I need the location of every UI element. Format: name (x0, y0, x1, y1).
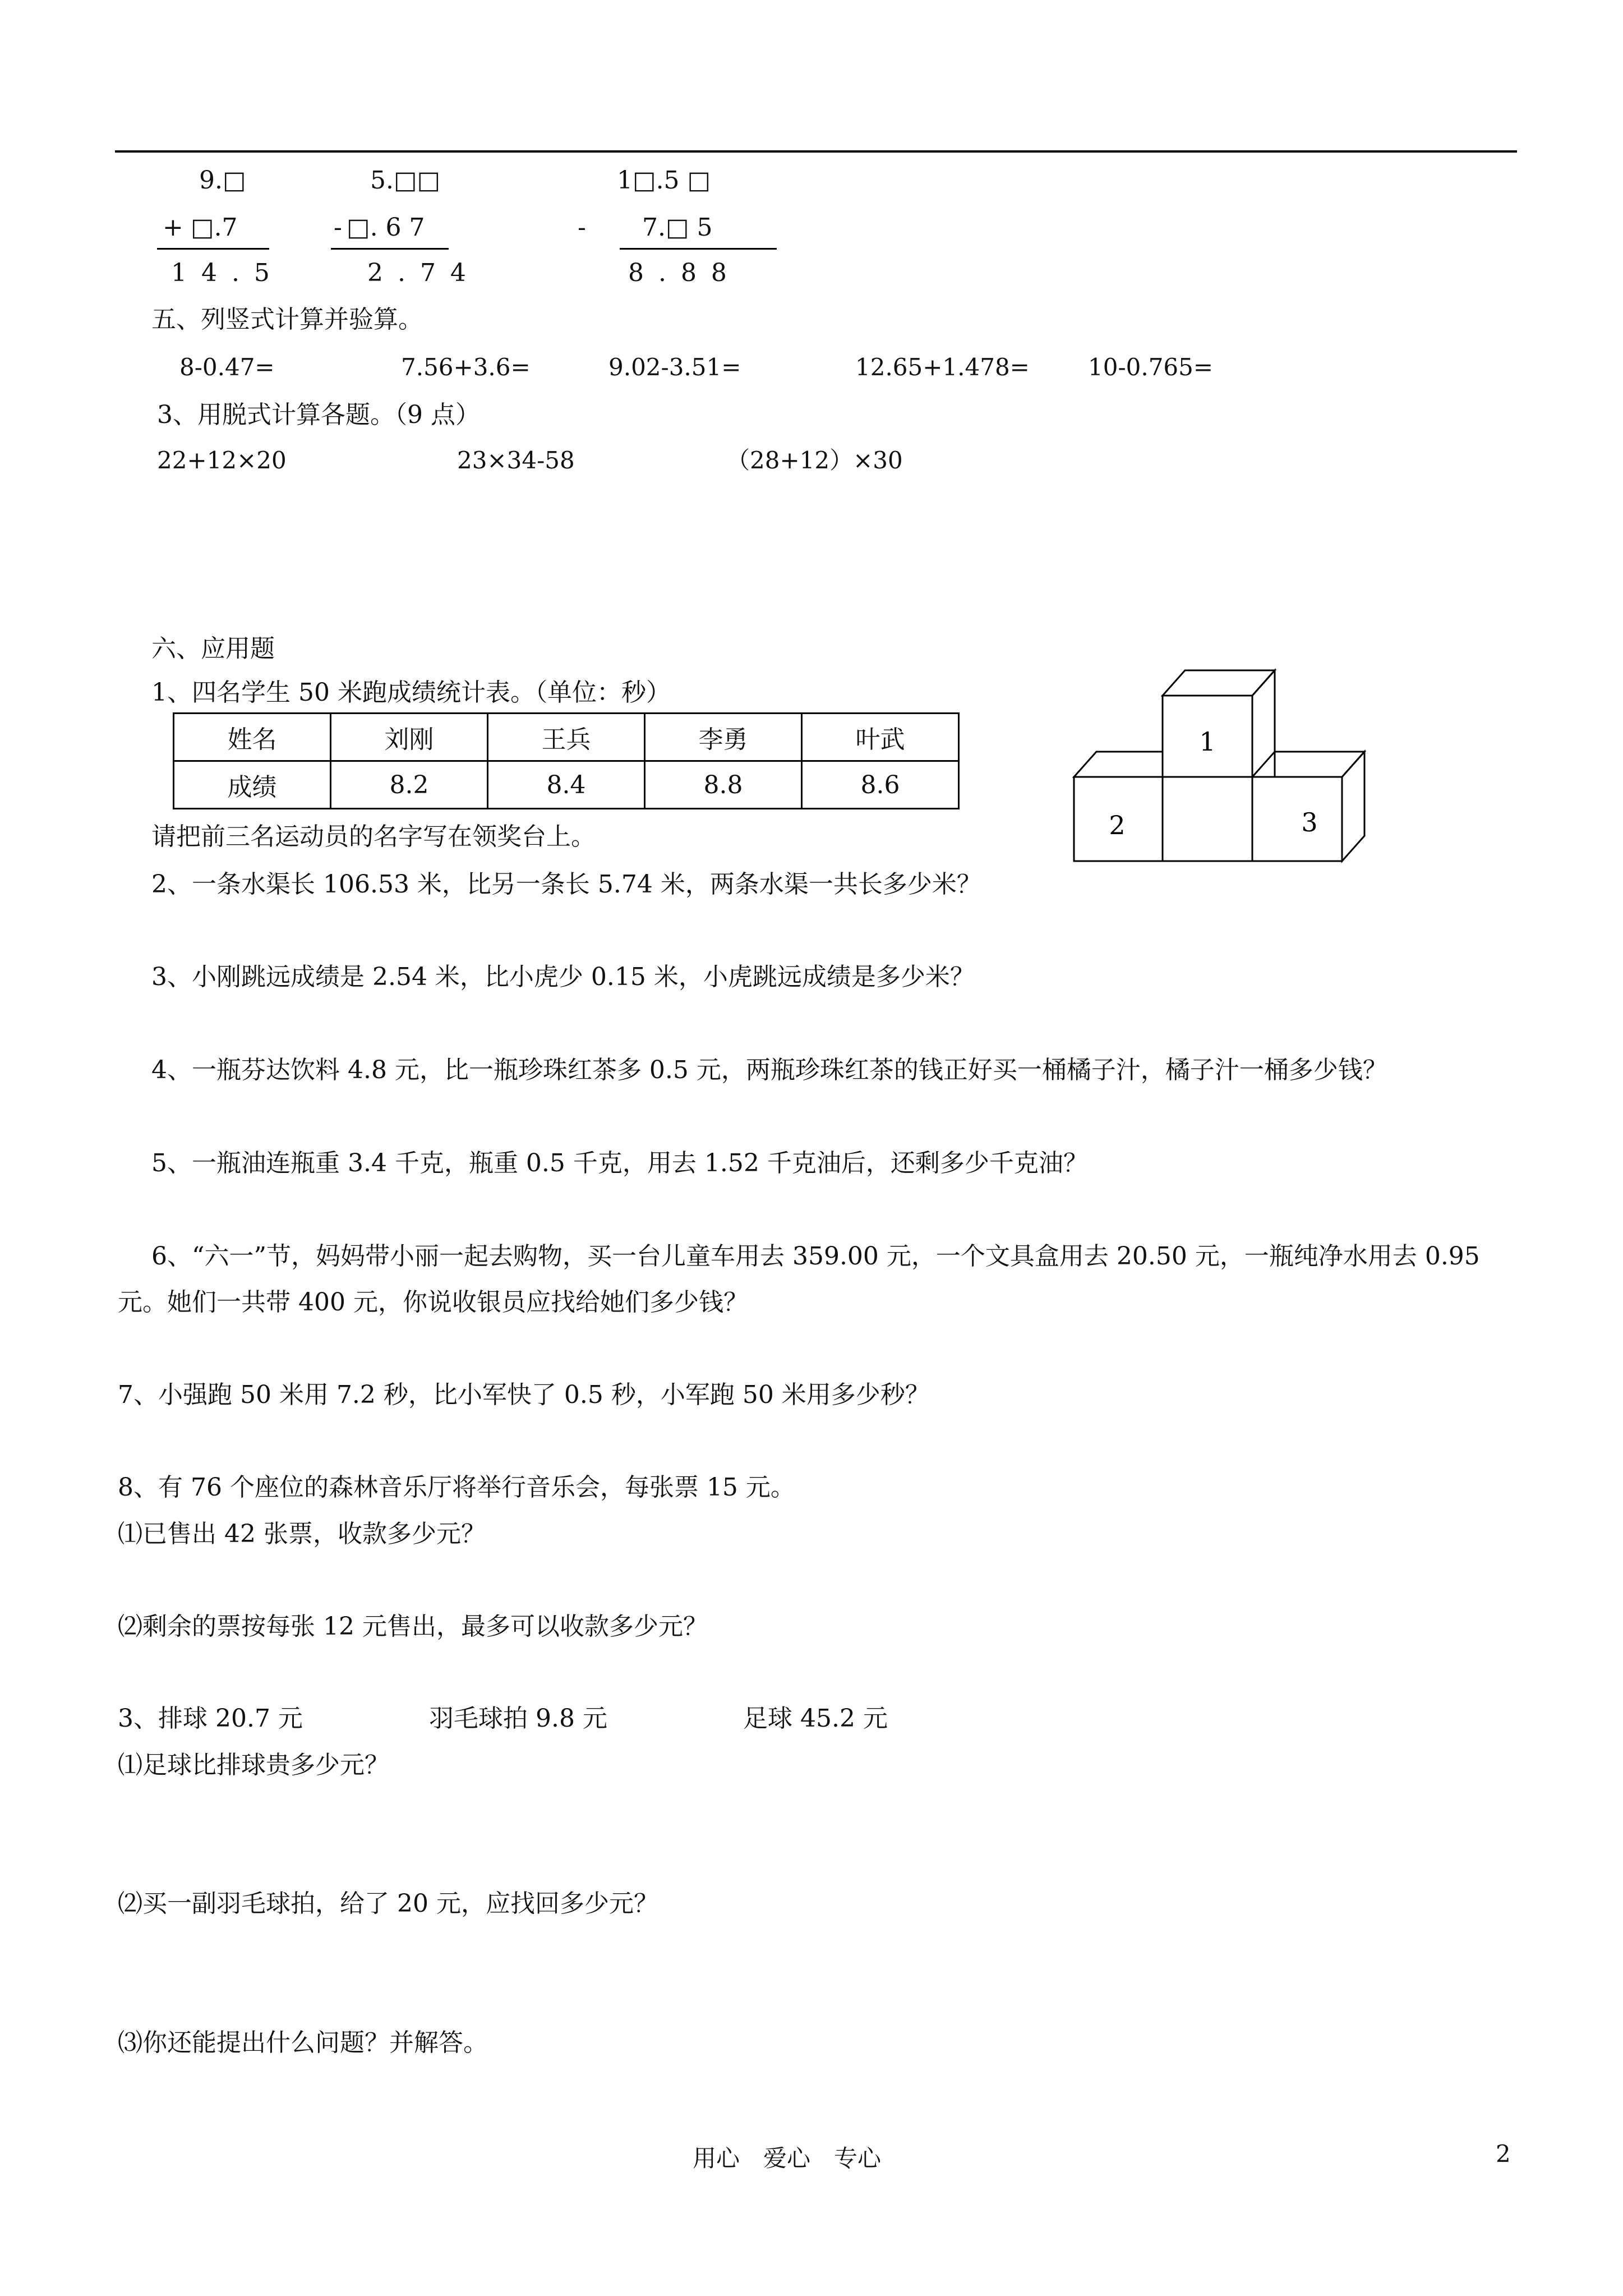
q8-sub1: ⑴已售出 42 张票，收款多少元？ (118, 1520, 486, 1548)
podium-center-top-face (1163, 670, 1275, 696)
section6-heading: 六、应用题 (151, 634, 275, 663)
podium-center-side-face (1252, 670, 1275, 777)
q2-text: 2、一条水渠长 106.53 米，比另一条长 5.74 米，两条水渠一共长多少米？ (151, 870, 981, 899)
q4-text: 4、一瓶芬达饮料 4.8 元，比一瓶珍珠红茶多 0.5 元，两瓶珍珠红茶的钱正好买一桶橘子汁，橘子汁一桶多少钱？ (151, 1056, 1387, 1084)
podium-label-1: 1 (1199, 726, 1216, 757)
section3a-item-3: （28+12）×30 (726, 447, 903, 474)
q8-text: 8、有 76 个座位的森林音乐厅将举行音乐会，每张票 15 元。 (118, 1473, 795, 1502)
table-row (174, 761, 959, 809)
vp3-rule (620, 248, 777, 250)
q6-text-line2: 元。她们一共带 400 元，你说收银员应找给她们多少钱？ (118, 1288, 748, 1317)
vp2-mid: □. 6 7 (347, 213, 425, 242)
q3b-sub2: ⑵买一副羽毛球拍，给了 20 元，应找回多少元？ (118, 1889, 658, 1918)
section3a-item-2: 23×34-58 (457, 447, 575, 474)
table-cell: 成绩 (174, 761, 331, 809)
vp3-op: - (578, 213, 586, 242)
score-table (173, 712, 960, 809)
podium-left-top-face (1074, 752, 1163, 777)
section5-item-2: 7.56+3.6= (401, 353, 531, 381)
vp2-op: - (334, 213, 342, 242)
q6-text-line1: 6、“六一”节，妈妈带小丽一起去购物，买一台儿童车用去 359.00 元，一个文具盒用去 20.50 元，一瓶纯净水用去 0.95 (151, 1242, 1480, 1271)
q7-text: 7、小强跑 50 米用 7.2 秒，比小军快了 0.5 秒，小军跑 50 米用多少秒？ (118, 1381, 930, 1409)
q3b-sub1: ⑴足球比排球贵多少元？ (118, 1751, 389, 1779)
vp1-rule (157, 248, 269, 250)
section5-item-1: 8-0.47= (179, 353, 275, 381)
vp1-mid: □.7 (191, 213, 238, 242)
section5-item-3: 9.02-3.51= (608, 353, 741, 381)
podium-center-lower-box (1163, 777, 1252, 861)
vp3-result: 8 . 8 8 (628, 259, 730, 287)
footer-motto: 用心 爱心 专心 (693, 2145, 882, 2172)
q3b-sub3: ⑶你还能提出什么问题？并解答。 (118, 2028, 488, 2057)
podium-label-3: 3 (1301, 807, 1318, 838)
podium-diagram (1066, 659, 1391, 867)
podium-third-place-box (1252, 777, 1342, 861)
table-cell: 姓名 (174, 714, 331, 761)
section5-heading: 五、列竖式计算并验算。 (151, 305, 423, 334)
table-cell: 8.8 (645, 761, 802, 809)
table-cell: 叶武 (802, 714, 959, 761)
vp3-mid: 7.□ 5 (642, 213, 713, 242)
vp1-op: + (163, 213, 183, 242)
vp2-top: 5.□□ (370, 166, 441, 195)
q3b-item-2: 羽毛球拍 9.8 元 (429, 1704, 607, 1733)
table-cell: 刘刚 (331, 714, 488, 761)
table-cell: 李勇 (645, 714, 802, 761)
podium-label-2: 2 (1109, 810, 1126, 840)
q8-sub2: ⑵剩余的票按每张 12 元售出，最多可以收款多少元？ (118, 1612, 708, 1641)
table-cell: 8.6 (802, 761, 959, 809)
page-number: 2 (1496, 2140, 1511, 2168)
vp2-result: 2 . 7 4 (367, 259, 469, 287)
vp1-result: 1 4 . 5 (171, 259, 273, 287)
q1-text: 1、四名学生 50 米跑成绩统计表。（单位：秒） (151, 678, 671, 707)
table-cell: 8.2 (331, 761, 488, 809)
podium-right-top-face (1252, 752, 1364, 777)
section5-item-5: 10-0.765= (1088, 353, 1214, 381)
table-row (174, 714, 959, 761)
section3a-heading: 3、用脱式计算各题。（9 点） (157, 401, 480, 429)
table-cell: 8.4 (488, 761, 645, 809)
section3a-item-1: 22+12×20 (157, 447, 287, 474)
vp2-rule (331, 248, 449, 250)
q3b-item-3: 足球 45.2 元 (743, 1704, 888, 1733)
q3b-item-1: 3、排球 20.7 元 (118, 1704, 303, 1733)
podium-right-side-face (1342, 752, 1364, 861)
vp3-top: 1□.5 □ (617, 166, 711, 195)
q1-instruction: 请把前三名运动员的名字写在领奖台上。 (151, 822, 596, 851)
table-cell: 王兵 (488, 714, 645, 761)
header-rule (115, 150, 1517, 153)
section5-item-4: 12.65+1.478= (855, 353, 1030, 381)
vp1-top: 9.□ (199, 166, 246, 195)
q3-text: 3、小刚跳远成绩是 2.54 米，比小虎少 0.15 米，小虎跳远成绩是多少米？ (151, 963, 975, 991)
q5-text: 5、一瓶油连瓶重 3.4 千克，瓶重 0.5 千克，用去 1.52 千克油后，还剩多少千克油？ (151, 1149, 1088, 1177)
